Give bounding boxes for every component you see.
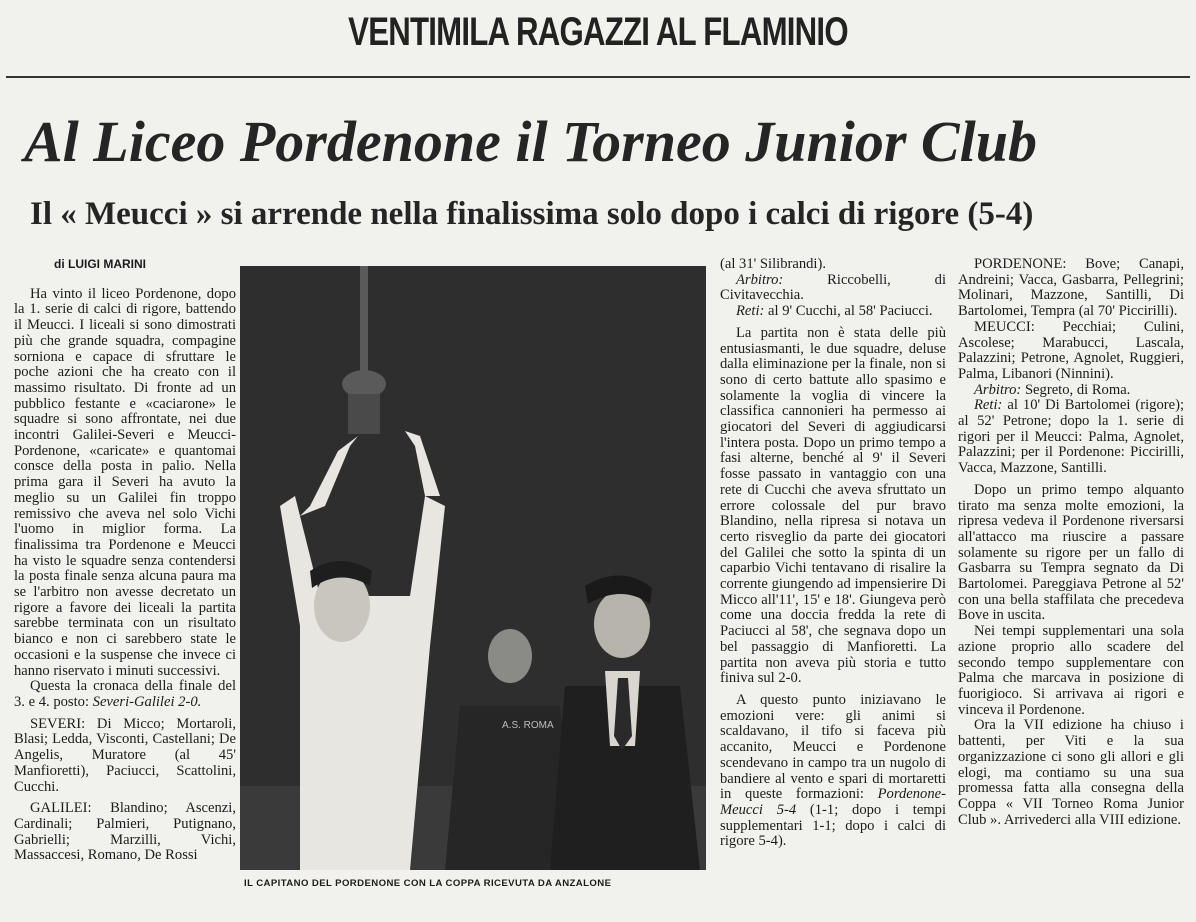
value: Segreto, di Roma. (1021, 381, 1131, 398)
lineup-paragraph: GALILEI: Blandino; Ascenzi, Cardinali; Palmieri, Putignano, Gabrielli; Marzilli, Vichi, Massaccesi, Romano, De Rossi (14, 800, 236, 864)
paragraph (720, 693, 946, 850)
jersey-text: A.S. ROMA (502, 720, 554, 731)
value: Riccobelli, di Civitavecchia. (720, 271, 946, 304)
referee-line (958, 383, 1184, 399)
lineup-paragraph: SEVERI: Di Micco; Mortaroli, Blasi; Ledda, Visconti, Castellani; De Angelis, Muratore (al 45' Manfioretti), Paciucci, Scattolini, Cucchi. (14, 715, 236, 795)
match-result: Pordenone-Meucci 5-4 (720, 786, 946, 818)
main-headline: Al Liceo Pordenone il Torneo Junior Club (24, 109, 1037, 174)
referee-line (720, 273, 946, 304)
photo-caption: IL CAPITANO DEL PORDENONE CON LA COPPA RICEVUTA DA ANZALONE (244, 878, 612, 889)
paragraph-text: Questa la cronaca della finale del 3. e 4. posto: (14, 678, 236, 710)
paragraph-text: A questo punto iniziavano le emozioni vere: gli animi si scaldavano, il tifo si faceva più accanito, Meucci e Pordenone scendevano in campo tra un nugolo di bandiere al vento e spari di mortaretti in queste formazioni: (720, 691, 946, 803)
paragraph: (al 31' Silibrandi). (720, 256, 826, 272)
goals-line (720, 304, 946, 320)
subheadline: Il « Meucci » si arrende nella finalissima solo dopo i calci di rigore (5-4) (30, 196, 1034, 232)
kicker-headline: VENTIMILA RAGAZZI AL FLAMINIO (348, 10, 848, 54)
header-rule (6, 76, 1190, 78)
lineup-paragraph: PORDENONE: Bove; Canapi, Andreini; Vacca, Gasbarra, Pellegrini; Molinari, Mazzone, Santilli, Di Bartolomei, Tempra (al 70' Piccirilli). (958, 256, 1184, 320)
label: Reti: (736, 303, 765, 320)
paragraph (14, 679, 236, 710)
paragraph-text: (1-1; dopo i tempi supplementari 1-1; dopo i calci di rigore 5-4). (720, 801, 946, 850)
value: al 9' Cucchi, al 58' Paciucci. (764, 303, 933, 320)
label: Arbitro: (974, 381, 1022, 398)
label: Reti: (974, 397, 1003, 414)
value: al 10' Di Bartolomei (rigore); al 52' Petrone; dopo la 1. serie di rigori per il Meucci: Palma, Agnolet, Palazzini; per il Pordenone: Piccirilli, Vacca, Mazzone, Santilli. (958, 397, 1184, 477)
trophy-photo (240, 266, 706, 870)
goals-line (958, 398, 1184, 477)
article-column-1 (14, 257, 236, 864)
match-result: Severi-Galilei 2-0. (92, 693, 202, 710)
paragraph: Ora la VII edizione ha chiuso i battenti, per Viti e la sua organizzazione ci sono gli allori e gli elogi, ma contiamo su una sua promessa fatta alla consegna della Coppa « VII Torneo Roma Junior Club ». Arrivederci alla VIII edizione. (958, 717, 1184, 828)
paragraph: Nei tempi supplementari una sola azione proprio allo scadere del secondo tempo supplementare con Palma che marcava in posizione di fuorigioco. Si arrivava ai rigori e vinceva il Pordenone. (958, 623, 1184, 718)
lineup-paragraph: MEUCCI: Pecchiai; Culini, Ascolese; Marabucci, Lascala, Palazzini; Petrone, Agnolet, Ruggieri, Palma, Libanori (Ninnini). (958, 318, 1184, 382)
label: Arbitro: (736, 271, 784, 288)
paragraph: Ha vinto il liceo Pordenone, dopo la 1. serie di calci di rigore, battendo il Meucci. I liceali si sono dimostrati più che grande squadra, compagine sorniona e capace di sfruttare le poche azioni che ha creato con il massimo risultato. Di fronte ad un pubblico festante e «caciarone» le squadre si sono affrontate, nei due incontri Galilei-Severi e Meucci-Pordenone, «caricate» e quantomai consce della posta in palio. Nella prima gara il Severi ha avuto la meglio su un Galilei fin troppo remissivo che aveva nel solo Vichi l'uomo in miglior forma. La finalissima tra Pordenone e Meucci ha visto le squadre senza contendersi la posta finale senza alcuna paura ma se l'arbitro non avesse decretato un rigore a favore dei liceali la partita sarebbe terminata con un risultato bianco e non ci sarebbero state le occasioni e la suspense che invece ci hanno riservato i minuti successivi. (14, 285, 236, 679)
article-column-3 (720, 257, 946, 850)
article-column-4 (958, 257, 1184, 828)
paragraph: La partita non è stata delle più entusiasmanti, le due squadre, deluse dalla eliminazione per la finale, non si sono di certo battute allo spasimo e solamente la voglia di vincere la classifica cannonieri ha permesso ai giocatori del Severi di aggiudicarsi l'intera posta. Dopo un primo tempo a fasi alterne, benché al 9' il Severi fosse passato in vantaggio con una rete di Cucchi che aveva sfruttato un errore colossale del pur bravo Blandino, nella ripresa si notava un certo risveglio da parte dei giocatori del Galilei che sotto la spinta di un caparbio Vichi tentavano di risalire la corrente giungendo ad impensierire Di Micco all'11', 15' e 18'. Giungeva però come una doccia fredda la rete di Paciucci al 58', che segnava dopo un bel passaggio di Manfioretti. La partita non aveva più storia e tutto finiva sul 2-0. (720, 324, 946, 687)
paragraph: Dopo un primo tempo alquanto tirato ma senza molte emozioni, la ripresa vedeva il Pordenone riversarsi all'attacco ma riuscire a passare solamente su rigore per un fallo di Gasbarra su Tempra segnato da Di Bartolomei. Pareggiava Petrone al 52' con una bella staffilata che precedeva Bove in uscita. (958, 481, 1184, 624)
byline: di LUIGI MARINI (54, 257, 146, 271)
